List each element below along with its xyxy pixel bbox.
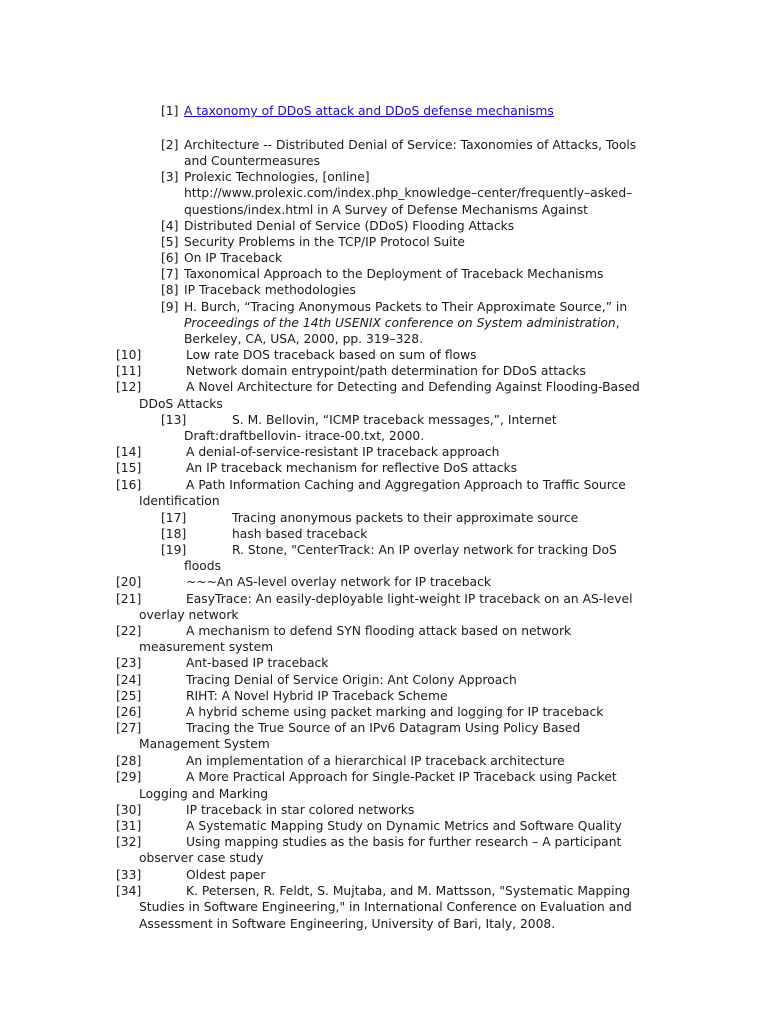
ref-text: Management System: [139, 737, 270, 751]
ref-text: hash based traceback: [232, 527, 368, 541]
ref-number: [24]: [116, 673, 142, 687]
ref-text: H. Burch, “Tracing Anonymous Packets to Their Approximate Source,” in: [184, 300, 628, 314]
ref-text: Berkeley, CA, USA, 2000, pp. 319–328.: [184, 332, 424, 346]
ref-text: On IP Traceback: [184, 251, 283, 265]
ref-number: [31]: [116, 819, 142, 833]
ref-number: [25]: [116, 689, 142, 703]
ref-text: observer case study: [139, 851, 264, 865]
ref-text: A Novel Architecture for Detecting and Defending Against Flooding-Based: [186, 380, 640, 394]
ref-number: [22]: [116, 624, 142, 638]
ref-number: [19]: [161, 543, 187, 557]
ref-text: RIHT: A Novel Hybrid IP Traceback Scheme: [186, 689, 448, 703]
ref-text: Security Problems in the TCP/IP Protocol Suite: [184, 235, 465, 249]
ref-text: A hybrid scheme using packet marking and logging for IP traceback: [186, 705, 604, 719]
ref-number: [20]: [116, 575, 142, 589]
ref-venue-italic: Proceedings of the 14th USENIX conference on System administration: [184, 316, 616, 330]
ref-text: Identification: [139, 494, 220, 508]
ref-number: [2]: [161, 138, 179, 152]
ref-number: [7]: [161, 267, 179, 281]
ref-number: [10]: [116, 348, 142, 362]
ref-text: floods: [184, 559, 222, 573]
ref-text: An implementation of a hierarchical IP traceback architecture: [186, 754, 565, 768]
ref-text: DDoS Attacks: [139, 397, 223, 411]
ref-1-link[interactable]: A taxonomy of DDoS attack and DDoS defense mechanisms: [184, 104, 554, 118]
ref-text: Network domain entrypoint/path determination for DDoS attacks: [186, 364, 586, 378]
ref-text: EasyTrace: An easily-deployable light-weight IP traceback on an AS-level: [186, 592, 633, 606]
ref-number: [26]: [116, 705, 142, 719]
ref-number: [1]: [161, 104, 179, 118]
ref-number: [30]: [116, 803, 142, 817]
ref-number: [29]: [116, 770, 142, 784]
ref-text: Studies in Software Engineering," in International Conference on Evaluation and: [139, 900, 632, 914]
ref-number: [6]: [161, 251, 179, 265]
ref-text: http://www.prolexic.com/index.php_knowledge–center/frequently–asked–: [184, 186, 633, 200]
ref-number: [17]: [161, 511, 187, 525]
ref-text: ~~~An AS-level overlay network for IP traceback: [186, 575, 491, 589]
ref-text: measurement system: [139, 640, 274, 654]
ref-text: questions/index.html in A Survey of Defense Mechanisms Against: [184, 203, 589, 217]
ref-number: [27]: [116, 721, 142, 735]
ref-text: Distributed Denial of Service (DDoS) Flooding Attacks: [184, 219, 515, 233]
ref-text: An IP traceback mechanism for reflective DoS attacks: [186, 461, 518, 475]
ref-number: [11]: [116, 364, 142, 378]
ref-text: overlay network: [139, 608, 239, 622]
ref-number: [15]: [116, 461, 142, 475]
ref-number: [23]: [116, 656, 142, 670]
ref-text: R. Stone, "CenterTrack: An IP overlay network for tracking DoS: [232, 543, 617, 557]
ref-text: A Path Information Caching and Aggregation Approach to Traffic Source: [186, 478, 626, 492]
ref-number: [16]: [116, 478, 142, 492]
ref-number: [32]: [116, 835, 142, 849]
ref-number: [4]: [161, 219, 179, 233]
ref-text: Oldest paper: [186, 868, 266, 882]
ref-text: IP traceback in star colored networks: [186, 803, 415, 817]
ref-text: Draft:draftbellovin- itrace-00.txt, 2000.: [184, 429, 425, 443]
ref-number: [33]: [116, 868, 142, 882]
ref-text: Tracing the True Source of an IPv6 Datagram Using Policy Based: [186, 721, 581, 735]
ref-text-line: [184, 315, 620, 331]
ref-text: Tracing Denial of Service Origin: Ant Colony Approach: [186, 673, 517, 687]
ref-number: [12]: [116, 380, 142, 394]
ref-text: K. Petersen, R. Feldt, S. Mujtaba, and M. Mattsson, "Systematic Mapping: [186, 884, 631, 898]
ref-text: Taxonomical Approach to the Deployment of Traceback Mechanisms: [184, 267, 604, 281]
ref-number: [8]: [161, 283, 179, 297]
ref-number: [3]: [161, 170, 179, 184]
ref-number: [13]: [161, 413, 187, 427]
ref-number: [18]: [161, 527, 187, 541]
ref-text: A Systematic Mapping Study on Dynamic Metrics and Software Quality: [186, 819, 622, 833]
ref-number: [34]: [116, 884, 142, 898]
ref-text: A More Practical Approach for Single-Packet IP Traceback using Packet: [186, 770, 617, 784]
ref-text: Ant-based IP traceback: [186, 656, 329, 670]
ref-number: [28]: [116, 754, 142, 768]
ref-text: Low rate DOS traceback based on sum of flows: [186, 348, 477, 362]
ref-text: Tracing anonymous packets to their approximate source: [232, 511, 579, 525]
ref-number: [9]: [161, 300, 179, 314]
ref-number: [5]: [161, 235, 179, 249]
ref-text: A denial-of-service-resistant IP traceback approach: [186, 445, 500, 459]
ref-text: Prolexic Technologies, [online]: [184, 170, 370, 184]
ref-text: A mechanism to defend SYN flooding attack based on network: [186, 624, 572, 638]
ref-number: [14]: [116, 445, 142, 459]
ref-text: and Countermeasures: [184, 154, 321, 168]
ref-punct: ,: [615, 316, 620, 330]
ref-text: IP Traceback methodologies: [184, 283, 356, 297]
ref-number: [21]: [116, 592, 142, 606]
ref-text: Logging and Marking: [139, 787, 269, 801]
ref-text: S. M. Bellovin, “ICMP traceback messages,”, Internet: [232, 413, 557, 427]
ref-text: Assessment in Software Engineering, University of Bari, Italy, 2008.: [139, 917, 556, 931]
ref-text: Using mapping studies as the basis for further research – A participant: [186, 835, 622, 849]
ref-text: Architecture -- Distributed Denial of Service: Taxonomies of Attacks, Tools: [184, 138, 637, 152]
